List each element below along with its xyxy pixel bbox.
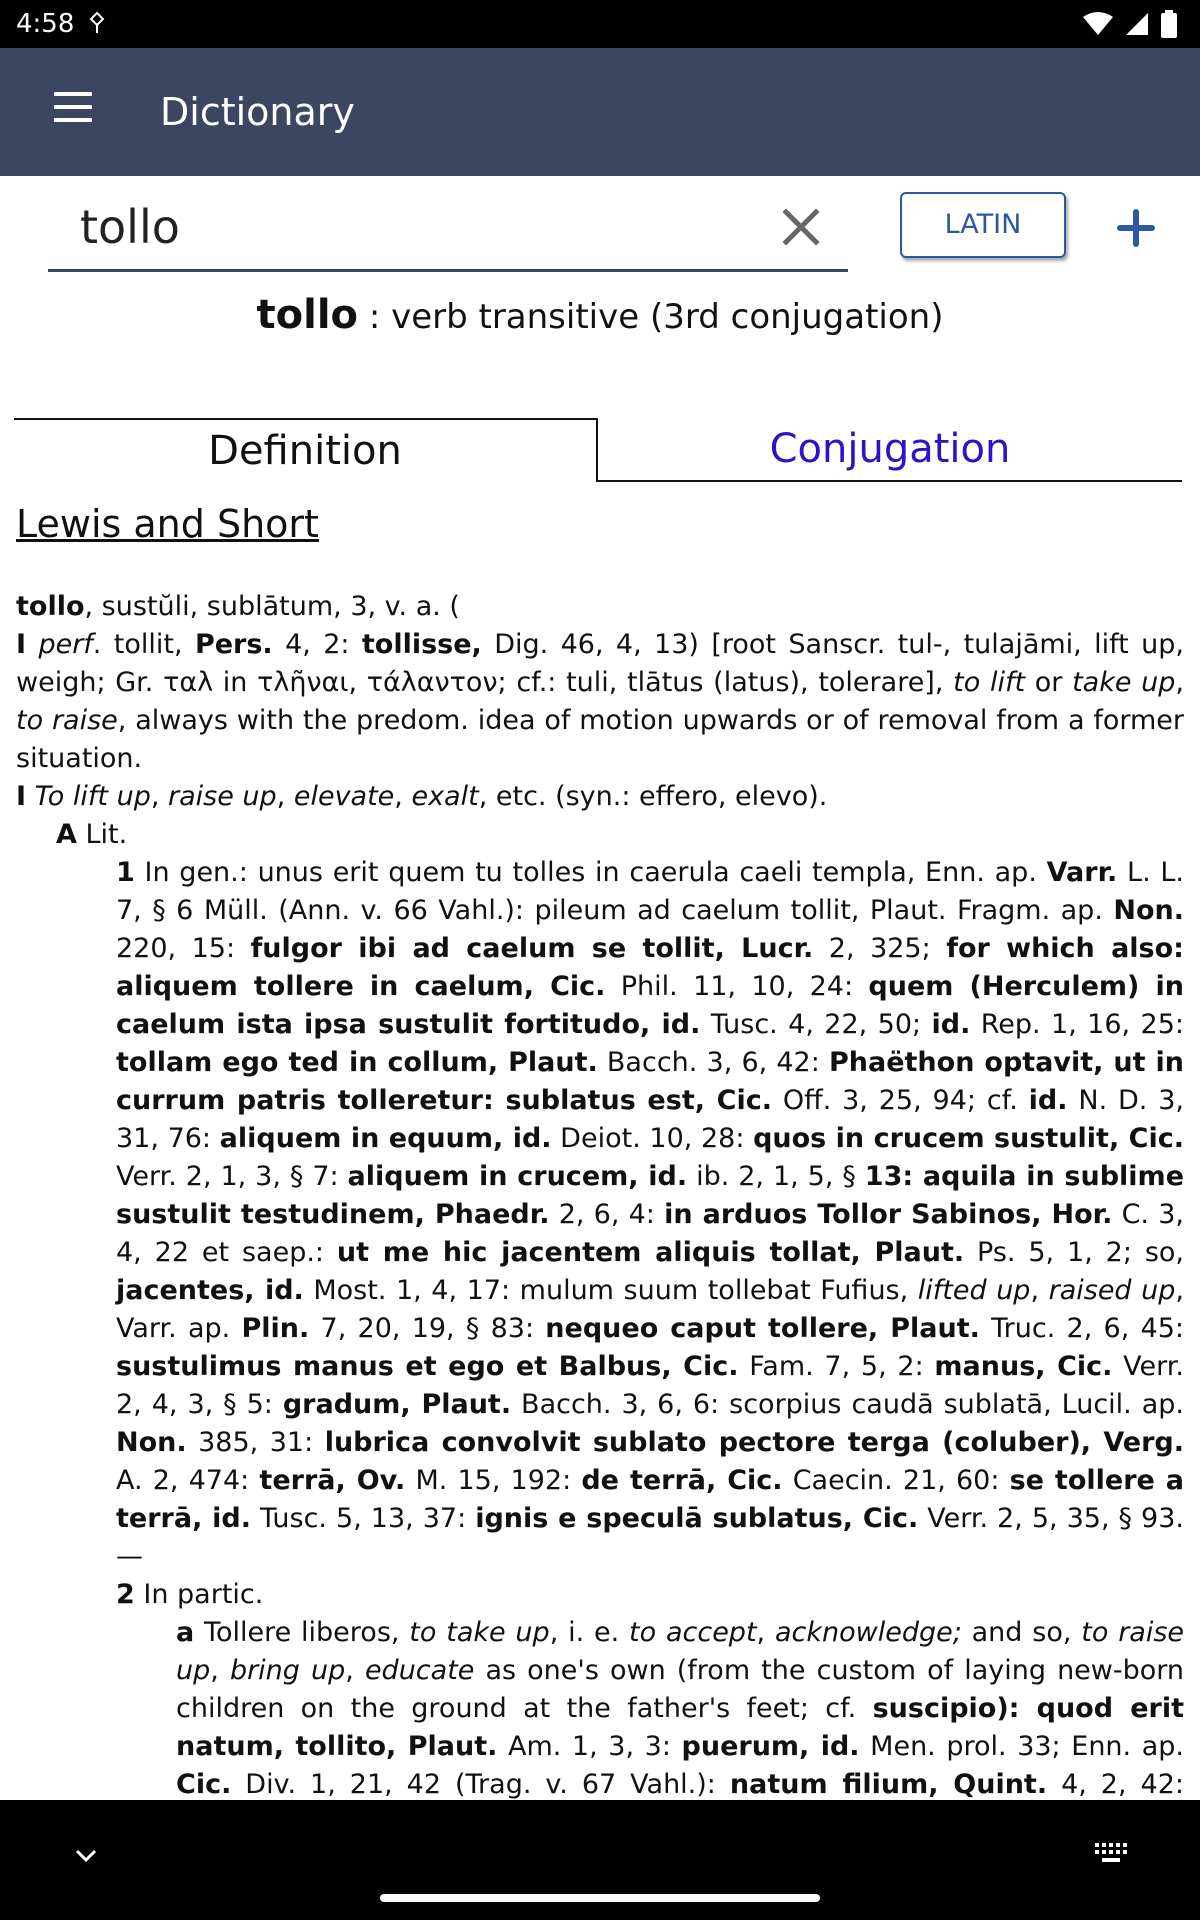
text-run: M. 15, 192:	[405, 1465, 582, 1496]
text-run: natum filium, Quint.	[729, 1769, 1048, 1800]
text-run: aliquem in equum, id.	[219, 1123, 552, 1154]
add-icon[interactable]	[1112, 204, 1160, 252]
app-title: Dictionary	[160, 90, 355, 134]
text-run: , etc. (syn.: effero, elevo).	[478, 781, 828, 812]
text-run: ,	[150, 781, 168, 812]
text-run: suscipio): quod erit natum, tollito, Plaut.	[176, 1693, 1184, 1762]
text-run: raised up	[1048, 1275, 1176, 1306]
entry-paragraph	[16, 816, 1184, 854]
text-run: ,	[394, 781, 412, 812]
text-run: ,	[345, 1655, 365, 1686]
text-run: quos in crucem sustulit, Cic.	[753, 1123, 1184, 1154]
text-run: ,	[756, 1617, 775, 1648]
text-run: Non.	[1113, 895, 1184, 926]
text-run: quem (Herculem) in caelum ista ipsa sustulit fortitudo, id.	[116, 971, 1184, 1040]
chevron-down-icon[interactable]	[74, 1848, 98, 1864]
text-run: terrā, Ov.	[259, 1465, 406, 1496]
headword-description: : verb transitive (3rd conjugation)	[358, 297, 944, 337]
text-run: jacentes, id.	[116, 1275, 304, 1306]
text-run: , always with the predom. idea of motion upwards or of removal from a former situation.	[16, 705, 1184, 774]
text-run: Tollere liberos,	[194, 1617, 410, 1648]
text-run	[26, 629, 38, 660]
source-title[interactable]: Lewis and Short	[16, 502, 319, 546]
text-run: de terrā, Cic.	[581, 1465, 783, 1496]
text-run: raise up	[168, 781, 277, 812]
cell-signal-icon	[1124, 11, 1150, 37]
search-input[interactable]	[80, 192, 760, 262]
text-run: 2, 325;	[813, 933, 947, 964]
status-bar	[0, 0, 1200, 48]
text-run: tollam ego ted in collum, Plaut.	[116, 1047, 598, 1078]
text-run: bring up	[229, 1655, 346, 1686]
text-run: Men. prol. 33; Enn. ap.	[859, 1731, 1184, 1762]
text-run: Ps. 5, 1, 2; so,	[964, 1237, 1185, 1268]
text-run: 13: aquila in sublime sustulit testudinem, Phaedr.	[116, 1161, 1185, 1230]
text-run	[26, 781, 35, 812]
text-run: Div. 1, 21, 42 (Trag. v. 67 Vahl.):	[231, 1769, 730, 1800]
text-run: educate	[364, 1655, 475, 1686]
text-run: ,	[210, 1655, 230, 1686]
text-run: tollo	[16, 591, 85, 622]
text-run: Truc. 2, 6, 45:	[979, 1313, 1184, 1344]
text-run: L. L. 7, § 6 Müll. (Ann. v. 66 Vahl.): pileum ad caelum tollit, Plaut. Fragm. ap.	[116, 857, 1185, 926]
text-run: Bacch. 3, 6, 6: scorpius caudā sublatā, Lucil. ap.	[511, 1389, 1184, 1420]
text-run: , Varr. ap.	[116, 1275, 1184, 1344]
battery-icon	[1160, 10, 1178, 38]
text-run: ,	[276, 781, 294, 812]
text-run: Pers.	[194, 629, 273, 660]
text-run: gradum, Plaut.	[282, 1389, 512, 1420]
text-run: Tusc. 4, 22, 50;	[700, 1009, 932, 1040]
text-run: , sustŭli, sublātum, 3, v. a. (	[84, 591, 460, 622]
text-run: take up	[1072, 667, 1176, 698]
text-run: , i. e.	[549, 1617, 630, 1648]
text-run: puerum, id.	[681, 1731, 860, 1762]
text-run: To lift up	[34, 781, 151, 812]
text-run: and so,	[961, 1617, 1082, 1648]
text-run: Verr. 2, 5, 35, § 93.—	[116, 1503, 1184, 1572]
text-run: aliquem in crucem, id.	[347, 1161, 688, 1192]
text-run: to raise up	[176, 1617, 1185, 1686]
navigation-bar	[0, 1800, 1200, 1920]
text-run: In gen.: unus erit quem tu tolles in caerula caeli templa, Enn. ap.	[134, 857, 1047, 888]
text-run: perf	[38, 629, 93, 660]
text-run: manus, Cic.	[934, 1351, 1113, 1382]
text-run: I	[16, 781, 27, 812]
entry-paragraph	[16, 588, 1184, 626]
text-run: 7, 20, 19, § 83:	[309, 1313, 546, 1344]
text-run: A	[56, 819, 77, 850]
tab-definition[interactable]: Definition	[14, 418, 598, 482]
text-run: I	[16, 629, 27, 660]
text-run: se tollere a terrā, id.	[116, 1465, 1185, 1534]
text-run: Caecin. 21, 60:	[782, 1465, 1010, 1496]
text-run: nequeo caput tollere, Plaut.	[545, 1313, 980, 1344]
text-run: In partic.	[134, 1579, 264, 1610]
text-run: Lit.	[76, 819, 128, 850]
text-run: Varr.	[1046, 857, 1118, 888]
text-run: acknowledge;	[774, 1617, 962, 1648]
text-run: ignis e speculā sublatus, Cic.	[475, 1503, 919, 1534]
text-run: to lift	[953, 667, 1026, 698]
entry-paragraph	[16, 626, 1184, 778]
text-run: . tollit,	[92, 629, 195, 660]
text-run: in arduos Tollor Sabinos, Hor.	[664, 1199, 1113, 1230]
text-run: lifted up	[917, 1275, 1031, 1306]
wifi-icon	[1082, 11, 1114, 37]
text-run: Most. 1, 4, 17: mulum suum tollebat Fufius,	[303, 1275, 918, 1306]
home-handle[interactable]	[380, 1894, 820, 1902]
text-run: ,	[1175, 667, 1185, 698]
text-run: Phil. 11, 10, 24:	[605, 971, 869, 1002]
text-run: or	[1025, 667, 1073, 698]
text-run: Rep. 1, 16, 25:	[970, 1009, 1184, 1040]
text-run: Fam. 7, 5, 2:	[738, 1351, 935, 1382]
entry-paragraph	[16, 1576, 1184, 1614]
text-run: ,	[1030, 1275, 1049, 1306]
text-run: 2, 6, 4:	[549, 1199, 665, 1230]
entry-paragraph	[16, 854, 1184, 1576]
definition-content[interactable]	[16, 500, 1184, 1800]
headword: tollo	[256, 292, 359, 338]
text-run: A. 2, 474:	[116, 1465, 260, 1496]
text-run: ib. 2, 1, 5, §	[687, 1161, 865, 1192]
entry-paragraph	[16, 778, 1184, 816]
text-run: id.	[1028, 1085, 1068, 1116]
text-run: 4, 2:	[272, 629, 362, 660]
text-run: to raise	[16, 705, 118, 736]
text-run: Verr. 2, 1, 3, § 7:	[116, 1161, 348, 1192]
text-run: 2	[116, 1579, 135, 1610]
keyboard-icon[interactable]	[1094, 1842, 1130, 1864]
text-run: C. 3, 4, 22 et saep.:	[116, 1199, 1184, 1268]
text-run: Bacch. 3, 6, 42:	[597, 1047, 829, 1078]
text-run: Phaëthon optavit, ut in currum patris tolleretur: sublatus est, Cic.	[116, 1047, 1184, 1116]
text-run: a	[176, 1617, 195, 1648]
text-run: Dig. 46, 4, 13) [root Sanscr. tul-, tulajāmi, lift up, weigh; Gr. ταλ in τλῆναι, τάλαντον; cf.: tuli, tlātus (latus), tolerare],	[16, 629, 1184, 698]
status-icons	[1082, 10, 1178, 38]
text-run: Deiot. 10, 28:	[551, 1123, 754, 1154]
text-run: sustulimus manus et ego et Balbus, Cic.	[116, 1351, 739, 1382]
text-run: for which also: aliquem tollere in caelum, Cic.	[116, 933, 1184, 1002]
text-run: Non.	[116, 1427, 187, 1458]
text-run: as one's own (from the custom of laying new-born children on the ground at the father's feet; cf.	[176, 1655, 1185, 1724]
text-run: lubrica convolvit sublato pectore terga (coluber), Verg.	[324, 1427, 1184, 1458]
text-run: Verr. 2, 4, 3, § 5:	[116, 1351, 1184, 1420]
text-run: N. D. 3, 31, 76:	[116, 1085, 1184, 1154]
text-run: to take up	[409, 1617, 550, 1648]
text-run: 220, 15:	[116, 933, 251, 964]
text-run: elevate	[293, 781, 395, 812]
text-run: id.	[931, 1009, 971, 1040]
text-run: Am. 1, 3, 3:	[497, 1731, 682, 1762]
clear-icon[interactable]	[776, 202, 826, 252]
headword-line	[0, 292, 1200, 338]
text-run: tollisse,	[361, 629, 482, 660]
tab-conjugation[interactable]: Conjugation	[598, 418, 1182, 482]
app-bar	[0, 48, 1200, 176]
text-run: Plin.	[241, 1313, 310, 1344]
menu-icon	[54, 92, 92, 96]
text-run: ut me hic jacentem aliquis tollat, Plaut.	[336, 1237, 965, 1268]
text-run: fulgor ibi ad caelum se tollit, Lucr.	[250, 933, 814, 964]
text-run: 385, 31:	[186, 1427, 325, 1458]
text-run: Tusc. 5, 13, 37:	[251, 1503, 476, 1534]
text-run: to accept	[629, 1617, 757, 1648]
status-time: 4:58	[16, 9, 75, 39]
text-run: 4, 2, 42:	[1047, 1769, 1184, 1800]
text-run: 1	[116, 857, 135, 888]
text-run: exalt	[411, 781, 479, 812]
search-field	[48, 188, 848, 272]
menu-button[interactable]	[42, 92, 102, 136]
data-saver-icon	[88, 12, 106, 34]
text-run: Cic.	[176, 1769, 232, 1800]
language-button[interactable]: LATIN	[900, 192, 1066, 258]
text-run: Off. 3, 25, 94; cf.	[771, 1085, 1029, 1116]
